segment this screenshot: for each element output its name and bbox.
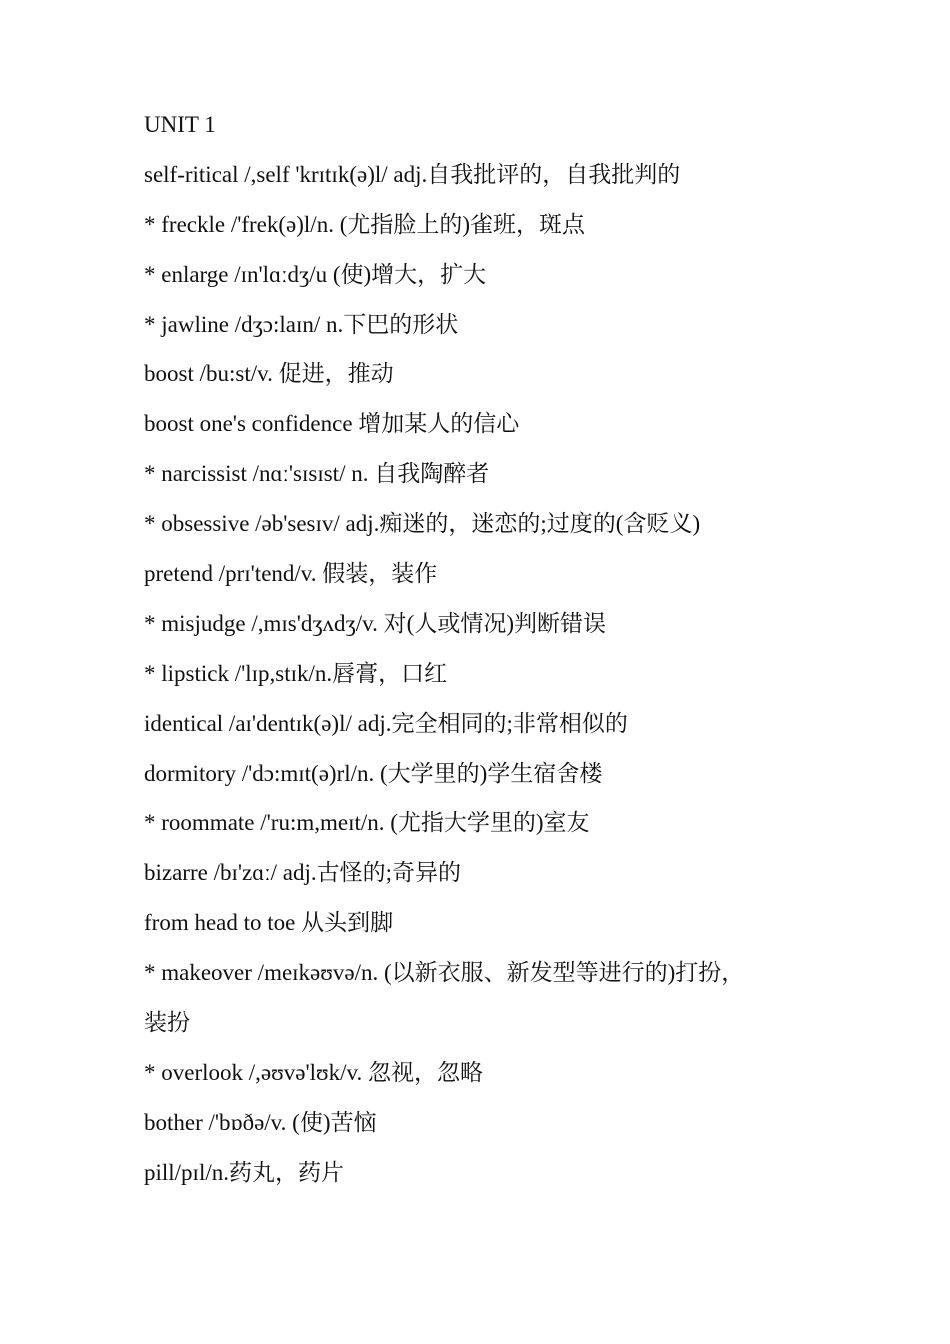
vocab-line: from head to toe 从头到脚 [144,910,394,936]
vocab-line: pill/pɪl/n.药丸，药片 [144,1159,344,1185]
vocab-line: * jawline /dʒɔ:laɪn/ n.下巴的形状 [144,311,459,337]
vocabulary-list [144,100,824,1198]
vocab-line: dormitory /'dɔ:mɪt(ə)rl/n. (大学里的)学生宿舍楼 [144,760,603,786]
vocab-line: * roommate /'ru:m,meɪt/n. (尤指大学里的)室友 [144,810,590,836]
vocab-line: boost one's confidence 增加某人的信心 [144,411,520,437]
vocab-line: boost /bu:st/v. 促进，推动 [144,361,394,387]
vocab-line: identical /aɪ'dentɪk(ə)l/ adj.完全相同的;非常相似的 [144,710,628,736]
vocab-line: * obsessive /əb'sesɪv/ adj.痴迷的，迷恋的;过度的(含贬义) [144,511,701,537]
unit-title: UNIT 1 [144,112,216,137]
vocab-line: * overlook /,əʊvə'lʊk/v. 忽视，忽略 [144,1059,483,1085]
vocab-line: * lipstick /'lɪp,stɪk/n.唇膏，口红 [144,660,448,686]
vocab-line: * narcissist /nɑː'sɪsɪst/ n. 自我陶醉者 [144,461,490,487]
vocab-line-continuation: 装扮 [144,1010,190,1036]
vocab-line: * misjudge /,mɪs'dʒʌdʒ/v. 对(人或情况)判断错误 [144,610,606,636]
vocab-line: pretend /prɪ'tend/v. 假装，装作 [144,561,438,587]
vocab-line: * makeover /meɪkəʊvə/n. (以新衣服、新发型等进行的)打扮， [144,960,745,986]
vocab-line: * enlarge /ɪn'lɑːdʒ/u (使)增大，扩大 [144,261,487,287]
vocab-line: * freckle /'frek(ə)l/n. (尤指脸上的)雀班，斑点 [144,211,586,237]
vocab-line: bizarre /bɪ'zɑː/ adj.古怪的;奇异的 [144,860,462,886]
vocab-line: bother /'bɒðə/v. (使)苦恼 [144,1109,377,1135]
vocab-line: self-ritical /,self 'krɪtɪk(ə)l/ adj.自我批评的，自我批判的 [144,161,681,187]
